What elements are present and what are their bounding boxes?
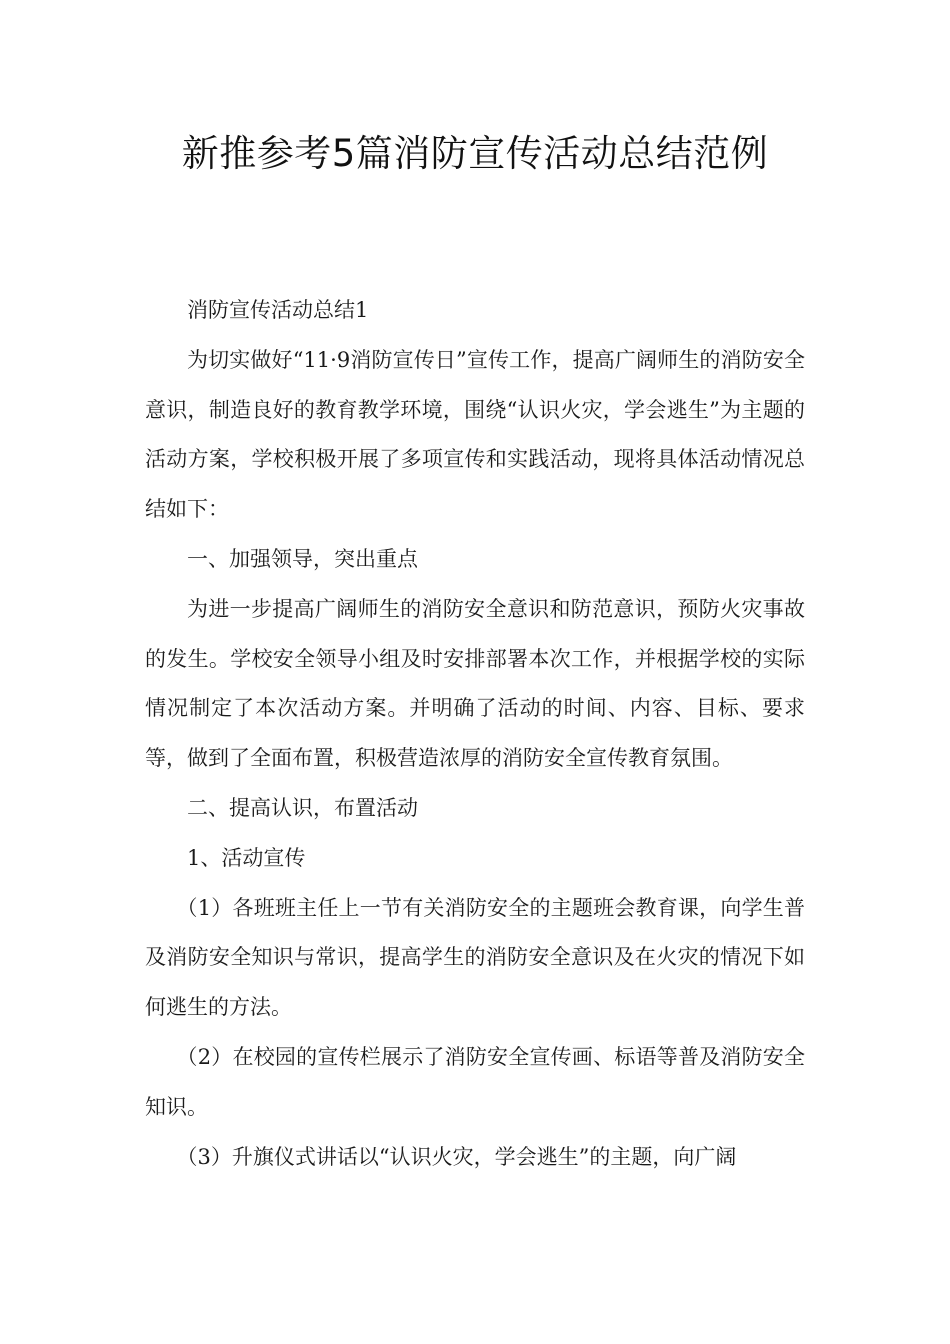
paragraph: 为切实做好“11·9消防宣传日”宣传工作，提高广阔师生的消防安全意识，制造良好的教育教学环境，围绕“认识火灾，学会逃生”为主题的活动方案，学校积极开展了多项宣传和实践活动，现将具体活动情况总结如下： — [145, 347, 805, 522]
document-body — [145, 286, 805, 1182]
paragraph: 为进一步提高广阔师生的消防安全意识和防范意识，预防火灾事故的发生。学校安全领导小组及时安排部署本次工作，并根据学校的实际情况制定了本次活动方案。并明确了活动的时间、内容、目标、要求等，做到了全面布置，积极营造浓厚的消防安全宣传教育氛围。 — [145, 596, 805, 771]
list-item: （3）升旗仪式讲话以“认识火灾，学会逃生”的主题，向广阔 — [176, 1144, 737, 1169]
section-heading: 一、加强领导，突出重点 — [187, 546, 418, 571]
section-heading: 消防宣传活动总结1 — [187, 298, 369, 322]
subsection-heading: 1、活动宣传 — [187, 845, 306, 870]
section-heading: 二、提高认识，布置活动 — [187, 795, 418, 820]
list-item: （1）各班班主任上一节有关消防安全的主题班会教育课，向学生普及消防安全知识与常识，提高学生的消防安全意识及在火灾的情况下如何逃生的方法。 — [145, 895, 805, 1020]
document-title: 新推参考5篇消防宣传活动总结范例 — [181, 132, 769, 175]
list-item: （2）在校园的宣传栏展示了消防安全宣传画、标语等普及消防安全知识。 — [145, 1044, 805, 1119]
